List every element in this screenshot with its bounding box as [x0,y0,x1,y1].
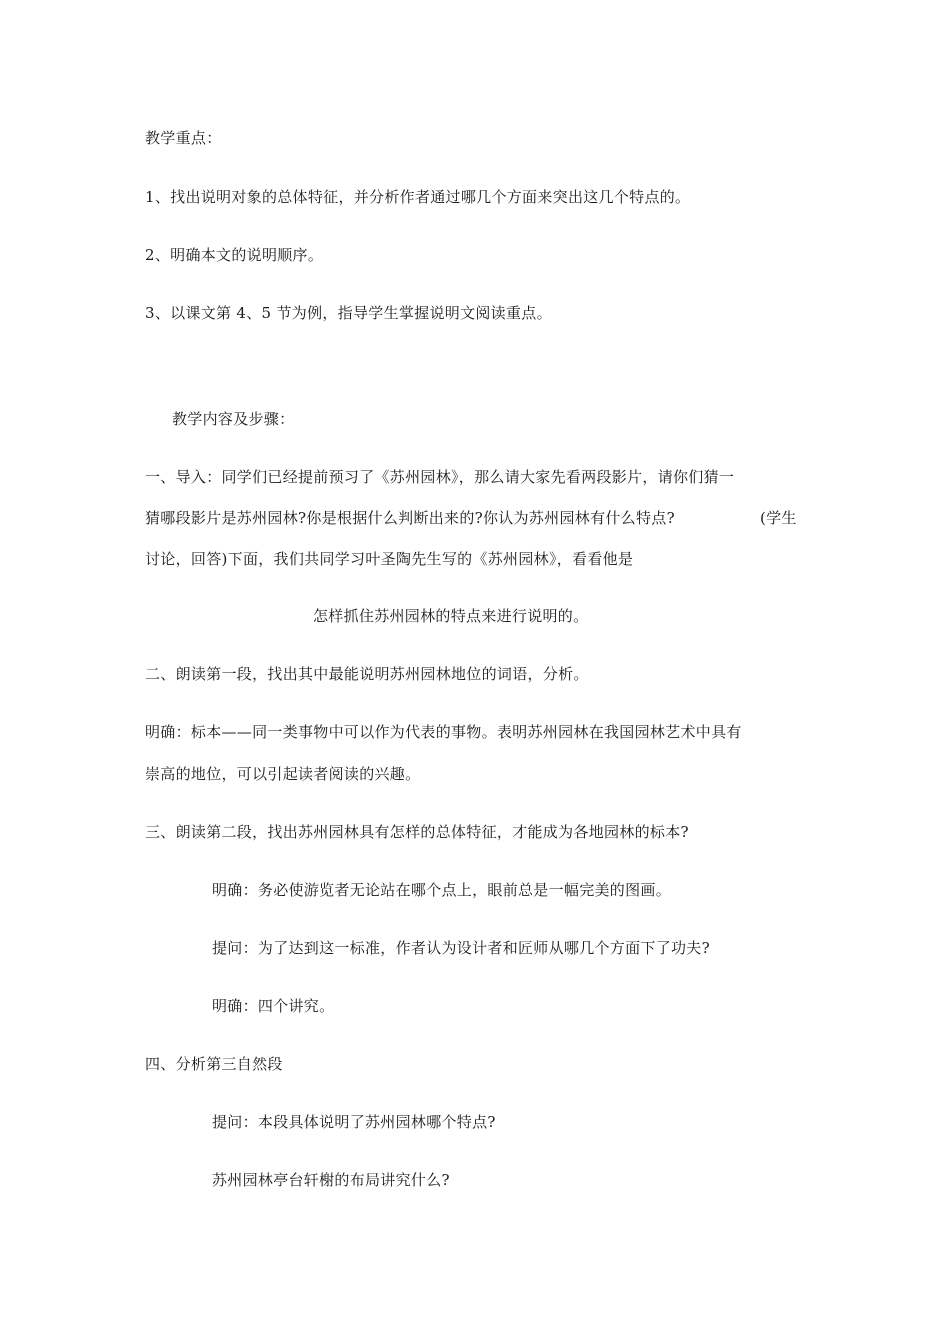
section2-title: 二、朗读第一段，找出其中最能说明苏州园林地位的词语，分析。 [145,665,589,683]
section3-answer-2: 明确：四个讲究。 [212,997,335,1015]
content-heading: 教学内容及步骤： [172,410,295,428]
key-points-heading: 教学重点： [145,129,222,147]
key-point-item-3: 3、以课文第 4、5 节为例，指导学生掌握说明文阅读重点。 [145,304,552,322]
section2-answer-line-2: 崇高的地位，可以引起读者阅读的兴趣。 [145,765,421,783]
section2-answer-line-1: 明确：标本——同一类事物中可以作为代表的事物。表明苏州园林在我国园林艺术中具有 [145,723,742,741]
section3-question: 提问：为了达到这一标准，作者认为设计者和匠师从哪几个方面下了功夫? [212,939,710,957]
section3-answer-1: 明确：务必使游览者无论站在哪个点上，眼前总是一幅完美的图画。 [212,881,672,899]
section1-line-3: 讨论，回答)下面，我们共同学习叶圣陶先生写的《苏州园林》，看看他是 [145,550,634,568]
section1-line-2: 猜哪段影片是苏州园林?你是根据什么判断出来的?你认为苏州园林有什么特点? [145,509,675,527]
key-point-item-1: 1、找出说明对象的总体特征，并分析作者通过哪几个方面来突出这几个特点的。 [145,188,691,206]
section4-question-2: 苏州园林亭台轩榭的布局讲究什么? [212,1171,450,1189]
key-point-item-2: 2、明确本文的说明顺序。 [145,246,324,264]
section1-aside: (学生 [760,509,797,527]
section1-line-1: 一、导入：同学们已经提前预习了《苏州园林》，那么请大家先看两段影片，请你们猜一 [145,468,735,486]
section4-question-1: 提问：本段具体说明了苏州园林哪个特点? [212,1113,496,1131]
section4-title: 四、分析第三自然段 [145,1055,283,1073]
section3-title: 三、朗读第二段，找出苏州园林具有怎样的总体特征，才能成为各地园林的标本? [145,823,689,841]
section1-line-4: 怎样抓住苏州园林的特点来进行说明的。 [313,607,589,625]
